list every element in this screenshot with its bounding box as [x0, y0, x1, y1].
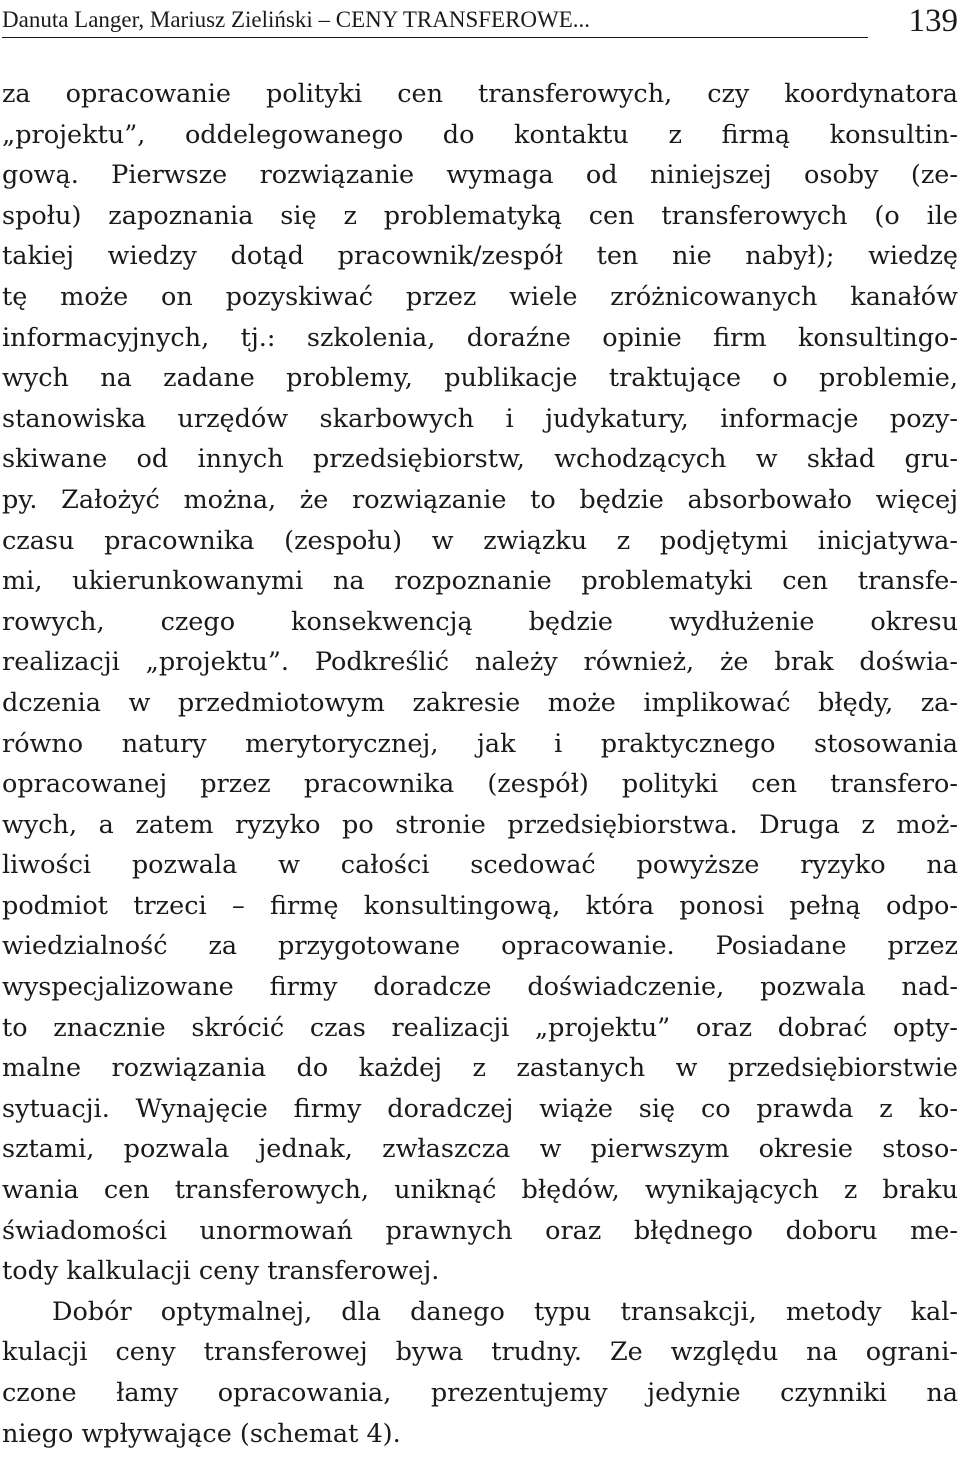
text-line: skiwane od innych przedsiębiorstw, wchodzących w skład gru- [2, 444, 958, 475]
text-line: wyspecjalizowane firmy doradcze doświadczenie, pozwala nad- [2, 972, 958, 1003]
text-line: dczenia w przedmiotowym zakresie może implikować błędy, za- [2, 687, 958, 718]
body-text [2, 74, 958, 1454]
text-line: „projektu”, oddelegowanego do kontaktu z firmą konsultin- [2, 119, 958, 150]
text-line: realizacji „projektu”. Podkreślić należy również, że brak doświa- [2, 647, 958, 678]
text-line: takiej wiedzy dotąd pracownik/zespół ten nie nabył); wiedzę [2, 241, 958, 272]
text-line: sztami, pozwala jednak, zwłaszcza w pierwszym okresie stoso- [2, 1134, 958, 1165]
text-line: świadomości unormowań prawnych oraz błędnego doboru me- [2, 1215, 958, 1246]
text-line: stanowiska urzędów skarbowych i judykatury, informacje pozy- [2, 403, 958, 434]
text-line: mi, ukierunkowanymi na rozpoznanie problematyki cen transfe- [2, 566, 958, 597]
text-line: rowych, czego konsekwencją będzie wydłużenie okresu [2, 606, 958, 637]
text-line: społu) zapoznania się z problematyką cen transferowych (o ile [2, 200, 958, 231]
text-line: informacyjnych, tj.: szkolenia, doraźne opinie firm konsultingo- [2, 322, 958, 353]
text-line: kulacji ceny transferowej bywa trudny. Ze względu na ograni- [2, 1337, 958, 1368]
text-line: sytuacji. Wynajęcie firmy doradczej wiąże się co prawda z ko- [2, 1093, 958, 1124]
text-line: gową. Pierwsze rozwiązanie wymaga od niniejszej osoby (ze- [2, 160, 958, 191]
running-title: Danuta Langer, Mariusz Zieliński – CENY TRANSFEROWE... [2, 6, 868, 38]
paragraph-end-line: niego wpływające (schemat 4). [2, 1418, 401, 1449]
paragraph-end-line: tody kalkulacji ceny transferowej. [2, 1256, 440, 1287]
text-line: podmiot trzeci – firmę konsultingową, która ponosi pełną odpo- [2, 890, 958, 921]
text-line: czone łamy opracowania, prezentujemy jedynie czynniki na [2, 1378, 958, 1408]
text-line: tę może on pozyskiwać przez wiele zróżnicowanych kanałów [2, 281, 958, 312]
text-line: opracowanej przez pracownika (zespół) polityki cen transfero- [2, 769, 958, 800]
text-line: to znacznie skrócić czas realizacji „projektu” oraz dobrać opty- [2, 1012, 958, 1043]
text-line: wiedzialność za przygotowane opracowanie. Posiadane przez [2, 931, 958, 962]
text-line: za opracowanie polityki cen transferowych, czy koordynatora [2, 79, 958, 109]
text-line: czasu pracownika (zespołu) w związku z podjętymi inicjatywa- [2, 525, 958, 556]
text-line: wych na zadane problemy, publikacje traktujące o problemie, [2, 363, 958, 394]
text-line: liwości pozwala w całości scedować powyższe ryzyko na [2, 850, 958, 881]
page-number: 139 [908, 3, 958, 39]
text-line: malne rozwiązania do każdej z zastanych w przedsiębiorstwie [2, 1053, 958, 1084]
text-line: równo natury merytorycznej, jak i praktycznego stosowania [2, 728, 958, 759]
text-line: wania cen transferowych, uniknąć błędów, wynikających z braku [2, 1175, 958, 1206]
paragraph-start-line: Dobór optymalnej, dla danego typu transakcji, metody kal- [52, 1296, 958, 1327]
text-line: py. Założyć można, że rozwiązanie to będzie absorbowało więcej [2, 484, 958, 515]
text-line: wych, a zatem ryzyko po stronie przedsiębiorstwa. Druga z moż- [2, 809, 958, 840]
running-head [2, 0, 958, 44]
